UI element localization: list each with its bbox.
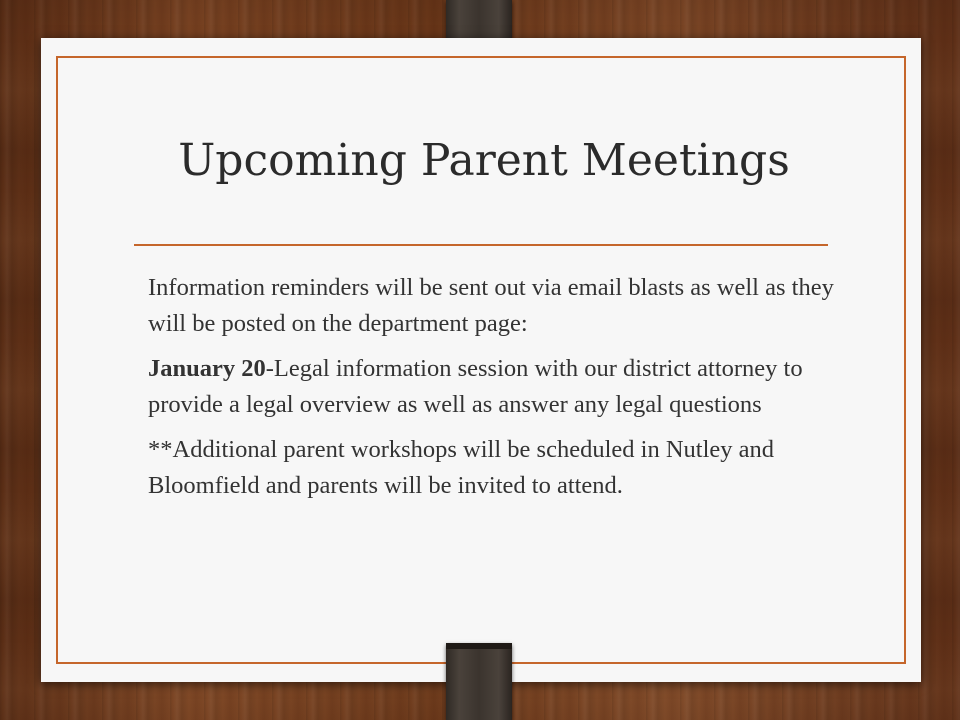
slide-body	[148, 270, 848, 513]
meeting-paragraph	[148, 351, 848, 423]
meeting-date: January 20	[148, 355, 266, 382]
bottom-binder-clip	[446, 643, 512, 720]
slide-title: Upcoming Parent Meetings	[178, 135, 790, 186]
meeting-description: -Legal information session with our district attorney to provide a legal overview as well as answer any legal questions	[148, 355, 803, 418]
additional-workshops-paragraph: **Additional parent workshops will be scheduled in Nutley and Bloomfield and parents will be invited to attend.	[148, 436, 774, 499]
intro-paragraph: Information reminders will be sent out via email blasts as well as they will be posted on the department page:	[148, 274, 834, 337]
title-divider	[134, 244, 828, 246]
